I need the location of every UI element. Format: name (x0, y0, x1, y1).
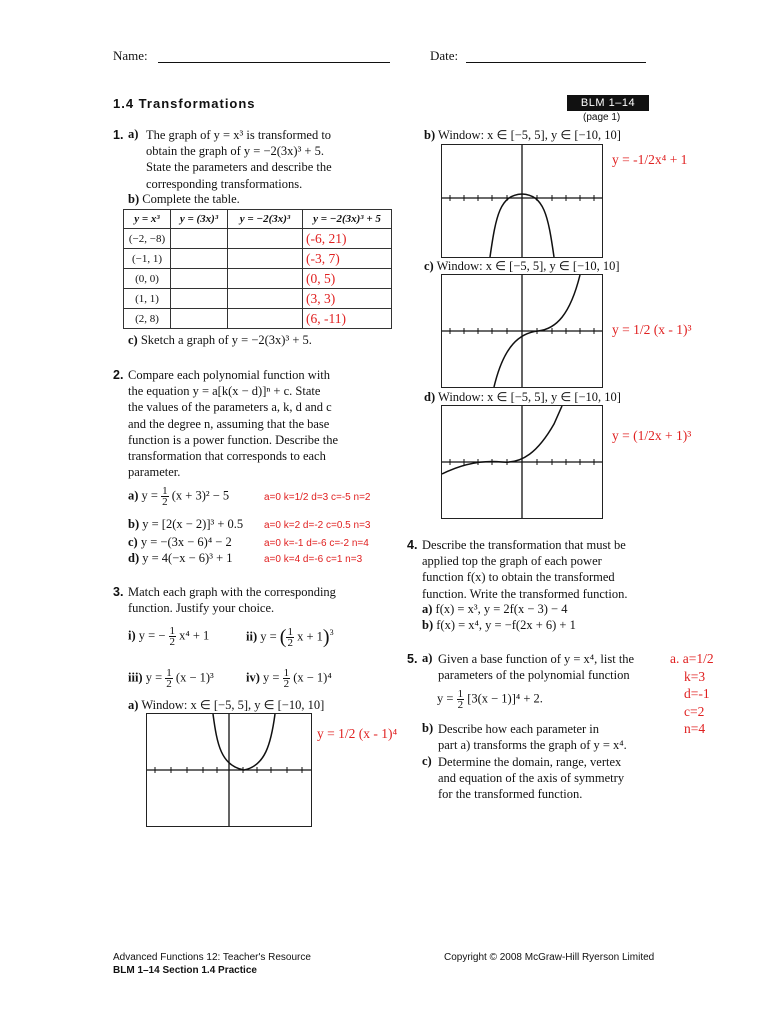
q5-number: 5. (407, 652, 418, 666)
table-row (124, 309, 392, 329)
graph-c (441, 274, 603, 388)
section-title: 1.4 Transformations (113, 96, 256, 111)
q2b: b) y = [2(x − 2)]³ + 0.5 (128, 517, 244, 531)
q4-text: Describe the transformation that must be applied top the graph of each power function f(x) to obtain the transformed function. Write the transformed function. (422, 538, 628, 601)
graph-d (441, 405, 603, 519)
table-cell[interactable] (171, 309, 228, 329)
table-header: y = −2(3x)³ + 5 (303, 210, 392, 229)
q2-number: 2. (113, 368, 124, 382)
graph-b-answer: y = -1/2x⁴ + 1 (612, 152, 688, 167)
footer-copyright: Copyright © 2008 McGraw-Hill Ryerson Limited (444, 952, 655, 963)
table-cell: (0, 0) (124, 269, 171, 289)
q2d: d) y = 4(−x − 6)³ + 1 (128, 551, 233, 565)
table-cell[interactable] (171, 249, 228, 269)
values-table (123, 209, 392, 329)
table-cell: (1, 1) (124, 289, 171, 309)
page-indicator: (page 1) (583, 112, 621, 123)
footer-section: BLM 1–14 Section 1.4 Practice (113, 965, 257, 976)
graph-d-plot (442, 406, 602, 518)
table-cell: (2, 8) (124, 309, 171, 329)
table-cell-answer[interactable]: (-3, 7) (303, 249, 392, 269)
table-row (124, 269, 392, 289)
graph-c-caption: c) Window: x ∈ [−5, 5], y ∈ [−10, 10] (424, 259, 620, 273)
table-header: y = −2(3x)³ (228, 210, 303, 229)
q1c-prompt: c) Sketch a graph of y = −2(3x)³ + 5. (128, 333, 312, 347)
q2d-answer: a=0 k=4 d=-6 c=1 n=3 (264, 554, 363, 565)
graph-d-curve (442, 406, 562, 474)
q4a: a) f(x) = x³, y = 2f(x − 3) − 4 (422, 602, 568, 616)
q3-function-iii: iii) y = $\frac{1}{2}$ (x − 1)³ (128, 667, 214, 690)
graph-a (146, 713, 312, 827)
table-row (124, 289, 392, 309)
graph-a-curve (213, 714, 275, 770)
graph-c-answer: y = 1/2 (x - 1)³ (612, 322, 692, 337)
table-row (124, 229, 392, 249)
graph-b (441, 144, 603, 258)
table-cell-answer[interactable]: (6, -11) (303, 309, 392, 329)
q3-function-i: i) y = − $\frac{1}{2}$ x⁴ + 1 (128, 625, 210, 648)
q5-answers: a. a=1/2 k=3 d=-1 c=2 n=4 (670, 651, 714, 736)
graph-a-caption: a) Window: x ∈ [−5, 5], y ∈ [−10, 10] (128, 698, 325, 712)
q3-function-ii: ii) y = ( $\frac{1}{2}$ x + 1)$^3$ (246, 626, 334, 649)
q1-number: 1. (113, 128, 124, 142)
table-cell[interactable] (228, 289, 303, 309)
table-cell[interactable] (171, 229, 228, 249)
q5b-text: Describe how each parameter in part a) transforms the graph of y = x⁴. (438, 722, 627, 753)
date-label: Date: (430, 48, 459, 63)
q1a-text: The graph of y = x³ is transformed to obtain the graph of y = −2(3x)³ + 5. State the parameters and describe the corresponding transformations. (146, 128, 332, 191)
table-cell: (−2, −8) (124, 229, 171, 249)
table-cell-answer[interactable]: (-6, 21) (303, 229, 392, 249)
q5b-label: b) (422, 721, 434, 735)
graph-d-answer: y = (1/2x + 1)³ (612, 428, 692, 443)
table-cell[interactable] (171, 289, 228, 309)
q2b-answer: a=0 k=2 d=-2 c=0.5 n=3 (264, 520, 371, 531)
table-cell-answer[interactable]: (3, 3) (303, 289, 392, 309)
q2a: a) y = $\frac{1}{2}$ (x + 3)² − 5 (128, 485, 230, 508)
graph-d-caption: d) Window: x ∈ [−5, 5], y ∈ [−10, 10] (424, 390, 621, 404)
table-cell: (−1, 1) (124, 249, 171, 269)
table-header: y = (3x)³ (171, 210, 228, 229)
q4-number: 4. (407, 538, 418, 552)
name-label: Name: (113, 48, 148, 63)
q5c-label: c) (422, 754, 432, 768)
q2c-answer: a=0 k=-1 d=-6 c=-2 n=4 (264, 538, 369, 549)
q2a-answer: a=0 k=1/2 d=3 c=-5 n=2 (264, 492, 371, 503)
table-cell[interactable] (228, 269, 303, 289)
graph-a-plot (147, 714, 311, 826)
table-cell-answer[interactable]: (0, 5) (303, 269, 392, 289)
table-cell[interactable] (171, 269, 228, 289)
q1b-prompt: b) Complete the table. (128, 192, 240, 206)
q2c: c) y = −(3x − 6)⁴ − 2 (128, 535, 232, 549)
footer-title: Advanced Functions 12: Teacher's Resource (113, 952, 311, 963)
q3-number: 3. (113, 585, 124, 599)
q5-equation: y = $\frac{1}{2}$ [3(x − 1)]⁴ + 2. (437, 688, 543, 711)
table-cell[interactable] (228, 229, 303, 249)
table-header: y = x³ (124, 210, 171, 229)
q5a-label: a) (422, 651, 433, 665)
q1a-label: a) (128, 127, 139, 141)
graph-a-answer: y = 1/2 (x - 1)⁴ (317, 726, 398, 741)
graph-b-caption: b) Window: x ∈ [−5, 5], y ∈ [−10, 10] (424, 128, 621, 142)
table-cell[interactable] (228, 309, 303, 329)
q3-text: Match each graph with the corresponding function. Justify your choice. (128, 585, 336, 616)
table-cell[interactable] (228, 249, 303, 269)
table-row (124, 249, 392, 269)
q4b: b) f(x) = x⁴, y = −f(2x + 6) + 1 (422, 618, 576, 632)
blm-badge: BLM 1–14 (567, 95, 649, 111)
date-field-line[interactable] (466, 62, 646, 63)
graph-b-plot (442, 145, 602, 257)
graph-c-plot (442, 275, 602, 387)
q2-text: Compare each polynomial function with the equation y = a[k(x − d)]ⁿ + c. State the values of the parameters a, k, d and c and the degree n, assuming that the base function is a power function. Describe the transformation that corresponds to each parameter. (128, 368, 339, 480)
q3-function-iv: iv) y = $\frac{1}{2}$ (x − 1)⁴ (246, 667, 332, 690)
name-field-line[interactable] (158, 62, 390, 63)
q5a-text: Given a base function of y = x⁴, list the parameters of the polynomial function (438, 652, 635, 683)
q5c-text: Determine the domain, range, vertex and equation of the axis of symmetry for the transformed function. (438, 755, 625, 802)
